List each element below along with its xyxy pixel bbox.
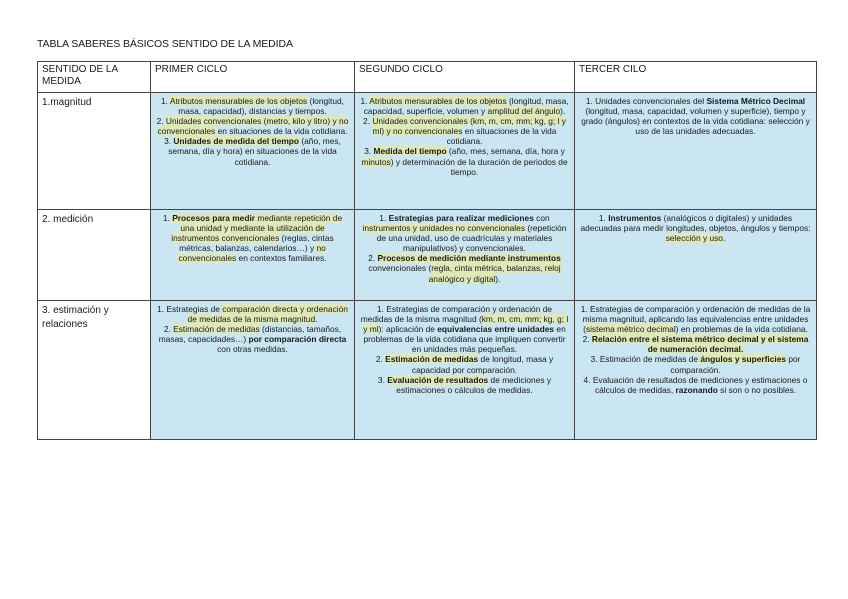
- cell-item: [156, 304, 349, 324]
- text-run: Instrumentos: [608, 213, 662, 223]
- cell-item: [156, 116, 349, 136]
- row-label: 1.magnitud: [42, 97, 92, 108]
- cell-segundo-ciclo: [355, 301, 575, 440]
- text-run: Atributos mensurables de los objetos: [169, 96, 308, 106]
- cell-item: [156, 324, 349, 354]
- text-run: en problemas de la vida cotidiana que impliquen convertir en unidades más pequeñas.: [363, 324, 566, 355]
- text-run: ).: [560, 106, 566, 117]
- cell-item: [360, 354, 569, 374]
- cell-item: [360, 304, 569, 354]
- table-row-magnitud: [38, 93, 817, 210]
- text-run: 3. Estimación de medidas de: [590, 354, 701, 365]
- cell-item: [156, 96, 349, 116]
- text-run: 2.: [582, 334, 592, 345]
- cell-tercer-ciclo: [575, 301, 817, 440]
- saberes-table: [37, 61, 817, 440]
- cell-item: [580, 304, 811, 334]
- text-run: 2.: [368, 253, 378, 264]
- header-tercer-ciclo: TERCER CILO: [579, 64, 647, 75]
- text-run: en contextos familiares.: [236, 253, 327, 264]
- text-run: ) y determinación de la duración de periodos de tiempo.: [390, 156, 568, 177]
- text-run: 1.: [379, 213, 389, 223]
- text-run: instrumentos y unidades no convencionales: [362, 223, 526, 234]
- row-label: 2. medición: [42, 214, 94, 225]
- header-cell: [151, 62, 355, 93]
- text-run: 1. Unidades convencionales del: [585, 96, 707, 106]
- row-label-cell: [38, 93, 151, 210]
- text-run: en situaciones de la vida cotidiana.: [446, 126, 557, 147]
- cell-tercer-ciclo: [575, 93, 817, 210]
- document-title: TABLA SABERES BÁSICOS SENTIDO DE LA MEDIDA: [37, 38, 293, 50]
- text-run: minutos: [361, 156, 391, 167]
- text-run: selección y uso: [665, 233, 723, 244]
- text-run: 3.: [164, 136, 174, 147]
- cell-item: [580, 375, 811, 395]
- text-run: 1. Estrategias de comparación y ordenación de medidas de la misma magnitud, aplicando las equivalencias entre unidades (: [580, 304, 811, 335]
- text-run: sistema métrico decimal: [585, 324, 676, 335]
- text-run: razonando: [675, 384, 718, 395]
- text-run: si son o no posibles.: [717, 384, 797, 395]
- text-run: 3.: [364, 146, 374, 157]
- text-run: ): aplicación de: [378, 324, 438, 335]
- cell-primer-ciclo: [151, 210, 355, 301]
- cell-tercer-ciclo: [575, 210, 817, 301]
- text-run: (longitud, masa, capacidad, superficie, volumen y: [363, 96, 569, 117]
- cell-item: [156, 213, 349, 263]
- text-run: 2.: [163, 324, 174, 335]
- text-run: Estimación de medidas: [173, 324, 260, 335]
- text-run: por comparación.: [670, 354, 801, 375]
- text-run: convencionales (: [368, 263, 432, 274]
- text-run: con: [533, 213, 550, 223]
- text-run: por comparación directa: [248, 334, 347, 345]
- header-cell: [575, 62, 817, 93]
- cell-text: [355, 210, 574, 287]
- cell-text: [355, 93, 574, 180]
- table-header-row: [38, 62, 817, 93]
- text-run: 1.: [162, 213, 173, 223]
- row-label: 3. estimación y relaciones: [42, 305, 109, 330]
- text-run: 2.: [363, 116, 373, 127]
- text-run: .: [722, 233, 726, 244]
- text-run: 1.: [161, 96, 170, 106]
- text-run: Sistema Métrico Decimal: [706, 96, 806, 106]
- header-sentido: SENTIDO DE LA MEDIDA: [42, 64, 118, 87]
- cell-text: [355, 301, 574, 398]
- cell-text: [575, 93, 816, 139]
- text-run: Unidades convencionales (metro, kilo y litro) y no convencionales: [157, 116, 349, 137]
- cell-item: [360, 253, 569, 283]
- text-run: comparación directa y ordenación de medidas de la misma magnitud: [187, 304, 348, 325]
- cell-item: [360, 96, 569, 116]
- row-label-cell: [38, 210, 151, 301]
- text-run: equivalencias entre unidades: [437, 324, 555, 335]
- text-run: (año, mes, semana, día y hora) en situaciones de la vida cotidiana.: [168, 136, 341, 167]
- text-run: .: [315, 314, 318, 325]
- cell-primer-ciclo: [151, 301, 355, 440]
- text-run: (longitud, masa, capacidad, volumen y superficie), tiempo y grado (ángulos) en contextos de la vida cotidiana: selección y uso de las unidades adecuadas.: [581, 106, 810, 137]
- cell-primer-ciclo: [151, 93, 355, 210]
- cell-item: [580, 96, 811, 136]
- header-primer-ciclo: PRIMER CICLO: [155, 64, 228, 75]
- text-run: 2.: [375, 354, 386, 365]
- text-run: ) en problemas de la vida cotidiana.: [675, 324, 808, 335]
- cell-item: [580, 213, 811, 243]
- text-run: Medida del tiempo: [373, 146, 447, 157]
- text-run: no convencionales: [178, 243, 326, 264]
- header-cell: [355, 62, 575, 93]
- text-run: 4. Evaluación de resultados de mediciones y estimaciones o cálculos de medidas,: [583, 374, 808, 395]
- text-run: regla, cinta métrica, balanzas, reloj analógico y digital: [428, 263, 561, 284]
- text-run: de mediciones y estimaciones o cálculos de medidas.: [396, 374, 552, 395]
- cell-text: [151, 93, 354, 170]
- cell-item: [360, 375, 569, 395]
- text-run: (distancias, tamaños, masas, capacidades…): [158, 324, 342, 345]
- text-run: mediante repetición de una unidad y mediante la utilización de instrumentos convencionales: [171, 213, 343, 244]
- text-run: (repetición de una unidad, uso de cuadrículas y materiales manipulativos) y convencionales.: [376, 223, 567, 254]
- text-run: Evaluación de resultados: [387, 374, 489, 385]
- text-run: 1.: [598, 213, 609, 223]
- text-run: 1. Estrategias de comparación y ordenación de medidas de la misma magnitud (: [360, 304, 553, 325]
- text-run: 1.: [360, 96, 370, 106]
- cell-text: [575, 210, 816, 246]
- text-run: Estrategias para realizar mediciones: [388, 213, 534, 223]
- text-run: Estimación de medidas: [385, 354, 479, 365]
- cell-item: [580, 334, 811, 354]
- text-run: 1. Estrategias de: [157, 304, 223, 314]
- cell-item: [360, 146, 569, 176]
- text-run: Unidades convencionales (km, m, cm, mm; kg, g; l y ml) y no convencionales: [372, 116, 566, 137]
- cell-item: [156, 136, 349, 166]
- cell-item: [360, 116, 569, 146]
- text-run: (reglas, cintas métricas, balanzas, calendarios…) y: [179, 233, 334, 254]
- cell-text: [575, 301, 816, 398]
- text-run: en situaciones de la vida cotidiana.: [215, 126, 348, 137]
- row-label-cell: [38, 301, 151, 440]
- text-run: 3.: [377, 374, 388, 385]
- text-run: (longitud, masa, capacidad), distancias y tiempos.: [178, 96, 344, 117]
- table-row-estimacion: [38, 301, 817, 440]
- cell-segundo-ciclo: [355, 210, 575, 301]
- text-run: de longitud, masa y capacidad por comparación.: [411, 354, 554, 375]
- cell-text: [151, 301, 354, 357]
- header-cell: [38, 62, 151, 93]
- text-run: amplitud del ángulo: [487, 106, 561, 117]
- cell-item: [580, 354, 811, 374]
- text-run: (año, mes, semana, día, hora y: [446, 146, 565, 157]
- text-run: Unidades de medida del tiempo: [173, 136, 300, 147]
- cell-segundo-ciclo: [355, 93, 575, 210]
- text-run: ).: [495, 273, 501, 284]
- text-run: (analógicos o digitales) y unidades adecuadas para medir longitudes, objetos, ángulos y tiempos:: [580, 213, 811, 234]
- text-run: con otras medidas.: [217, 344, 288, 355]
- cell-item: [360, 213, 569, 253]
- text-run: Atributos mensurables de los objetos: [369, 96, 507, 106]
- text-run: ángulos y superficies: [700, 354, 787, 365]
- text-run: Procesos para medir: [172, 213, 256, 223]
- header-segundo-ciclo: SEGUNDO CICLO: [359, 64, 443, 75]
- table-row-medicion: [38, 210, 817, 301]
- text-run: km, m, cm, mm; kg, g; l y ml: [363, 314, 569, 335]
- cell-text: [151, 210, 354, 266]
- text-run: Procesos de medición mediante instrumentos: [377, 253, 561, 264]
- text-run: Relación entre el sistema métrico decimal y el sistema de numeración decimal.: [591, 334, 809, 355]
- text-run: 2.: [156, 116, 166, 127]
